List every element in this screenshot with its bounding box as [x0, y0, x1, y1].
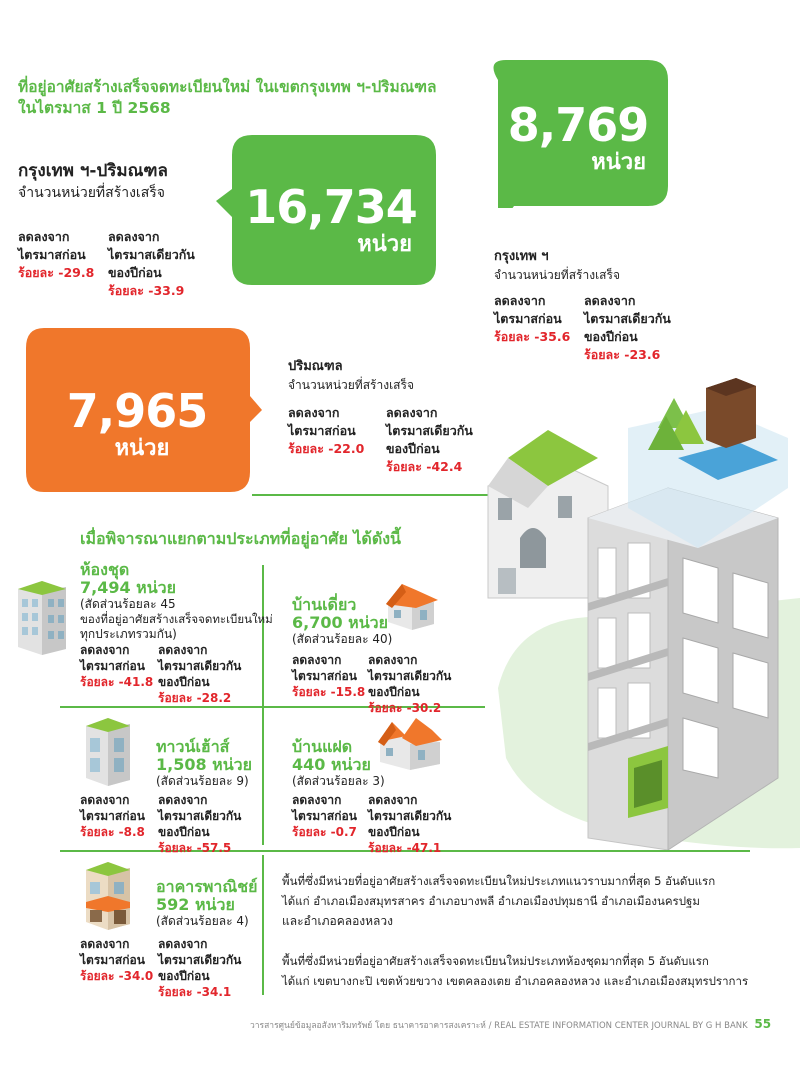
condo-share-3: ทุกประเภทรวมกัน): [80, 627, 177, 641]
detached-name: บ้านเดี่ยว: [292, 595, 357, 614]
twin-yoy-value: ร้อยละ -47.1: [368, 841, 442, 855]
townhouse-qoq-value: ร้อยละ -8.8: [80, 825, 145, 839]
condo-yoy: [158, 642, 241, 706]
townhouse-yoy: [158, 792, 241, 856]
condo-qoq-label2: ไตรมาสก่อน: [80, 659, 145, 673]
detached-qoq-label2: ไตรมาสก่อน: [292, 669, 357, 683]
detached-units: 6,700 หน่วย: [292, 613, 389, 632]
metro-qoq: [18, 228, 94, 282]
bkk-qoq-label1: ลดลงจาก: [494, 293, 546, 308]
shophouse-qoq-label1: ลดลงจาก: [80, 937, 130, 951]
metro-yoy-label2: ไตรมาสเดียวกัน: [108, 247, 195, 262]
detached-qoq-label1: ลดลงจาก: [292, 653, 342, 667]
twin-qoq: [292, 792, 357, 840]
twin-yoy: [368, 792, 451, 856]
shophouse-yoy: [158, 936, 241, 1000]
condo-icon: [12, 575, 72, 655]
paragraph-condo: [282, 951, 762, 991]
bkk-subtitle: จำนวนหน่วยที่สร้างเสร็จ: [494, 268, 620, 282]
twin-qoq-label2: ไตรมาสก่อน: [292, 809, 357, 823]
condo-qoq-label1: ลดลงจาก: [80, 643, 130, 657]
bkk-yoy-label1: ลดลงจาก: [584, 293, 636, 308]
condo-yoy-label3: ของปีก่อน: [158, 675, 210, 689]
condo-yoy-label1: ลดลงจาก: [158, 643, 208, 657]
bkk-qoq: [494, 292, 570, 346]
metro-qoq-value: ร้อยละ -29.8: [18, 265, 95, 280]
page-number: 55: [754, 1017, 772, 1031]
metro-value: 16,734: [245, 180, 417, 234]
twin-yoy-label3: ของปีก่อน: [368, 825, 420, 839]
metro-yoy-label1: ลดลงจาก: [108, 229, 160, 244]
bkk-yoy-value: ร้อยละ -23.6: [584, 347, 661, 362]
shophouse-units: 592 หน่วย: [156, 895, 235, 914]
bkk-name: กรุงเทพ ฯ: [494, 249, 549, 264]
vicinity-qoq-label2: ไตรมาสก่อน: [288, 423, 356, 438]
bkk-heading: [494, 248, 694, 284]
townhouse-qoq: [80, 792, 145, 840]
shophouse-yoy-value: ร้อยละ -34.1: [158, 985, 232, 999]
detached-qoq: [292, 652, 365, 700]
bkk-qoq-label2: ไตรมาสก่อน: [494, 311, 562, 326]
detached-yoy-label3: ของปีก่อน: [368, 685, 420, 699]
vicinity-name: ปริมณฑล: [288, 359, 343, 374]
metro-bubble: [236, 182, 426, 258]
townhouse-share: (สัดส่วนร้อยละ 9): [156, 774, 249, 788]
metro-qoq-label1: ลดลงจาก: [18, 229, 70, 244]
metro-unit: หน่วย: [357, 232, 412, 257]
metro-qoq-label2: ไตรมาสก่อน: [18, 247, 86, 262]
footer: [250, 1017, 800, 1032]
twin-units: 440 หน่วย: [292, 755, 371, 774]
shophouse-block: [156, 878, 266, 929]
detached-block: [292, 596, 412, 647]
bkk-bubble: [488, 100, 668, 176]
townhouse-yoy-value: ร้อยละ -57.5: [158, 841, 232, 855]
shophouse-qoq-value: ร้อยละ -34.0: [80, 969, 154, 983]
detached-share: (สัดส่วนร้อยละ 40): [292, 632, 393, 646]
bkk-yoy-label3: ของปีก่อน: [584, 329, 638, 344]
townhouse-yoy-label1: ลดลงจาก: [158, 793, 208, 807]
footer-text: วารสารศูนย์ข้อมูลอสังหาริมทรัพย์ โดย ธนาคารอาคารสงเคราะห์ / REAL ESTATE INFORMATION CENTER JOURNAL BY G H BANK: [250, 1021, 748, 1031]
vicinity-yoy-label3: ของปีก่อน: [386, 441, 440, 456]
twin-yoy-label1: ลดลงจาก: [368, 793, 418, 807]
townhouse-units: 1,508 หน่วย: [156, 755, 253, 774]
vicinity-bubble: [28, 386, 246, 462]
detached-yoy-label2: ไตรมาสเดียวกัน: [368, 669, 452, 683]
vicinity-yoy-label1: ลดลงจาก: [386, 405, 438, 420]
section-title: เมื่อพิจารณาแยกตามประเภทที่อยู่อาศัย ได้ดังนี้: [80, 529, 401, 548]
shophouse-qoq: [80, 936, 153, 984]
top-divider: [252, 494, 510, 496]
twin-name: บ้านแฝด: [292, 737, 353, 756]
metro-subtitle: จำนวนหน่วยที่สร้างเสร็จ: [18, 185, 165, 201]
vicinity-unit: หน่วย: [114, 436, 170, 461]
townhouse-qoq-label1: ลดลงจาก: [80, 793, 130, 807]
bkk-yoy-label2: ไตรมาสเดียวกัน: [584, 311, 671, 326]
vicinity-heading: [288, 358, 488, 394]
bkk-value: 8,769: [507, 98, 649, 152]
twin-block: [292, 738, 412, 789]
twin-yoy-label2: ไตรมาสเดียวกัน: [368, 809, 452, 823]
detached-qoq-value: ร้อยละ -15.8: [292, 685, 366, 699]
vicinity-value: 7,965: [66, 384, 208, 438]
bkk-unit: หน่วย: [591, 150, 646, 175]
shophouse-share: (สัดส่วนร้อยละ 4): [156, 914, 249, 928]
condo-qoq-value: ร้อยละ -41.8: [80, 675, 154, 689]
vicinity-yoy-value: ร้อยละ -42.4: [386, 459, 463, 474]
twin-qoq-label1: ลดลงจาก: [292, 793, 342, 807]
vicinity-qoq-value: ร้อยละ -22.0: [288, 441, 365, 456]
building-illustration: [478, 368, 800, 850]
p1-line3: และอำเภอคลองหลวง: [282, 914, 394, 928]
metro-yoy-value: ร้อยละ -33.9: [108, 283, 185, 298]
vicinity-subtitle: จำนวนหน่วยที่สร้างเสร็จ: [288, 378, 414, 392]
detached-yoy-value: ร้อยละ -30.2: [368, 701, 442, 715]
twin-share: (สัดส่วนร้อยละ 3): [292, 774, 385, 788]
p2-line2: ได้แก่ เขตบางกะปิ เขตห้วยขวาง เขตคลองเตย อำเภอคลองหลวง และอำเภอเมืองสมุทรปราการ: [282, 974, 749, 988]
townhouse-qoq-label2: ไตรมาสก่อน: [80, 809, 145, 823]
shophouse-yoy-label2: ไตรมาสเดียวกัน: [158, 953, 242, 967]
condo-block: [80, 560, 273, 642]
condo-yoy-value: ร้อยละ -28.2: [158, 691, 232, 705]
p2-line1: พื้นที่ซึ่งมีหน่วยที่อยู่อาศัยสร้างเสร็จจดทะเบียนใหม่ประเภทห้องชุดมากที่สุด 5 อันดับแรก: [282, 954, 709, 968]
vicinity-yoy-label2: ไตรมาสเดียวกัน: [386, 423, 473, 438]
shophouse-qoq-label2: ไตรมาสก่อน: [80, 953, 145, 967]
townhouse-yoy-label2: ไตรมาสเดียวกัน: [158, 809, 242, 823]
condo-share-2: ของที่อยู่อาศัยสร้างเสร็จจดทะเบียนใหม่: [80, 612, 273, 626]
townhouse-icon: [80, 712, 136, 786]
twin-qoq-value: ร้อยละ -0.7: [292, 825, 357, 839]
title-line-2: ในไตรมาส 1 ปี 2568: [18, 99, 171, 117]
shophouse-name: อาคารพาณิชย์: [156, 877, 258, 896]
shophouse-yoy-label3: ของปีก่อน: [158, 969, 210, 983]
condo-units: 7,494 หน่วย: [80, 578, 177, 597]
condo-qoq: [80, 642, 153, 690]
condo-name: ห้องชุด: [80, 560, 130, 579]
townhouse-yoy-label3: ของปีก่อน: [158, 825, 210, 839]
p1-line1: พื้นที่ซึ่งมีหน่วยที่อยู่อาศัยสร้างเสร็จจดทะเบียนใหม่ประเภทแนวราบมากที่สุด 5 อันดับแรก: [282, 874, 716, 888]
condo-yoy-label2: ไตรมาสเดียวกัน: [158, 659, 242, 673]
detached-yoy-label1: ลดลงจาก: [368, 653, 418, 667]
bkk-yoy: [584, 292, 671, 364]
bkk-qoq-value: ร้อยละ -35.6: [494, 329, 571, 344]
shophouse-icon: [80, 856, 136, 930]
metro-name: กรุงเทพ ฯ-ปริมณฑล: [18, 161, 168, 181]
shophouse-yoy-label1: ลดลงจาก: [158, 937, 208, 951]
townhouse-block: [156, 738, 266, 789]
metro-heading: [18, 160, 218, 204]
metro-yoy-label3: ของปีก่อน: [108, 265, 162, 280]
condo-share-1: (สัดส่วนร้อยละ 45: [80, 597, 176, 611]
metro-yoy: [108, 228, 195, 300]
vicinity-qoq: [288, 404, 364, 458]
vicinity-yoy: [386, 404, 473, 476]
detached-yoy: [368, 652, 451, 716]
townhouse-name: ทาวน์เฮ้าส์: [156, 737, 230, 756]
vicinity-qoq-label1: ลดลงจาก: [288, 405, 340, 420]
paragraph-lowrise: [282, 871, 762, 931]
p1-line2: ได้แก่ อำเภอเมืองสมุทรสาคร อำเภอบางพลี อำเภอเมืองปทุมธานี อำเภอเมืองนครปฐม: [282, 894, 700, 908]
title-line-1: ที่อยู่อาศัยสร้างเสร็จจดทะเบียนใหม่ ในเขตกรุงเทพ ฯ-ปริมณฑล: [18, 78, 437, 96]
page-title: [18, 77, 488, 119]
